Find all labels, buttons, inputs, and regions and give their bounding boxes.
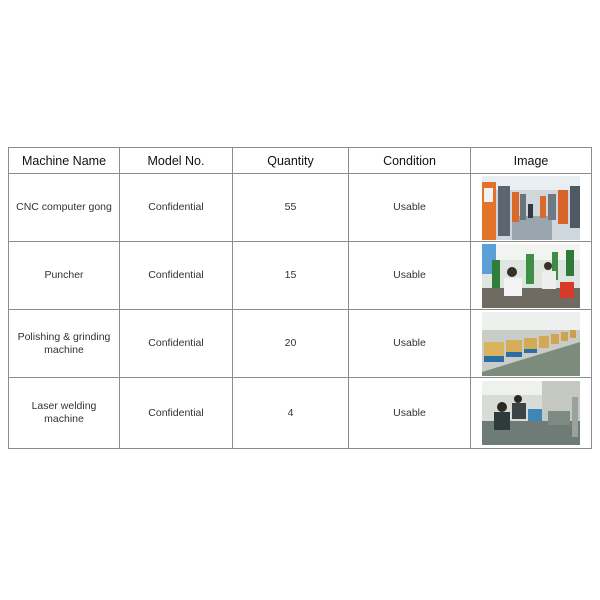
condition-cell: Usable [349,378,471,449]
image-cell [471,242,592,310]
quantity-cell: 20 [233,310,349,378]
machine-name-cell: Puncher [9,242,120,310]
equipment-table [8,147,592,449]
puncher-workers-photo [482,244,580,308]
machine-name-cell: CNC computer gong [9,174,120,242]
quantity-cell: 55 [233,174,349,242]
header-image: Image [471,148,592,174]
polishing-machines-photo [482,312,580,376]
table-row [9,378,592,449]
machine-name-cell: Laser welding machine [9,378,120,449]
cnc-machines-photo [482,176,580,240]
header-machine-name: Machine Name [9,148,120,174]
table-header-row [9,148,592,174]
quantity-cell: 4 [233,378,349,449]
image-cell [471,310,592,378]
model-no-cell: Confidential [120,242,233,310]
model-no-cell: Confidential [120,378,233,449]
image-cell [471,378,592,449]
header-quantity: Quantity [233,148,349,174]
laser-welding-photo [482,381,580,445]
model-no-cell: Confidential [120,174,233,242]
condition-cell: Usable [349,242,471,310]
model-no-cell: Confidential [120,310,233,378]
image-cell [471,174,592,242]
table-row [9,310,592,378]
header-condition: Condition [349,148,471,174]
table-row [9,174,592,242]
quantity-cell: 15 [233,242,349,310]
condition-cell: Usable [349,174,471,242]
header-model-no: Model No. [120,148,233,174]
condition-cell: Usable [349,310,471,378]
machine-name-cell: Polishing & grinding machine [9,310,120,378]
table-row [9,242,592,310]
